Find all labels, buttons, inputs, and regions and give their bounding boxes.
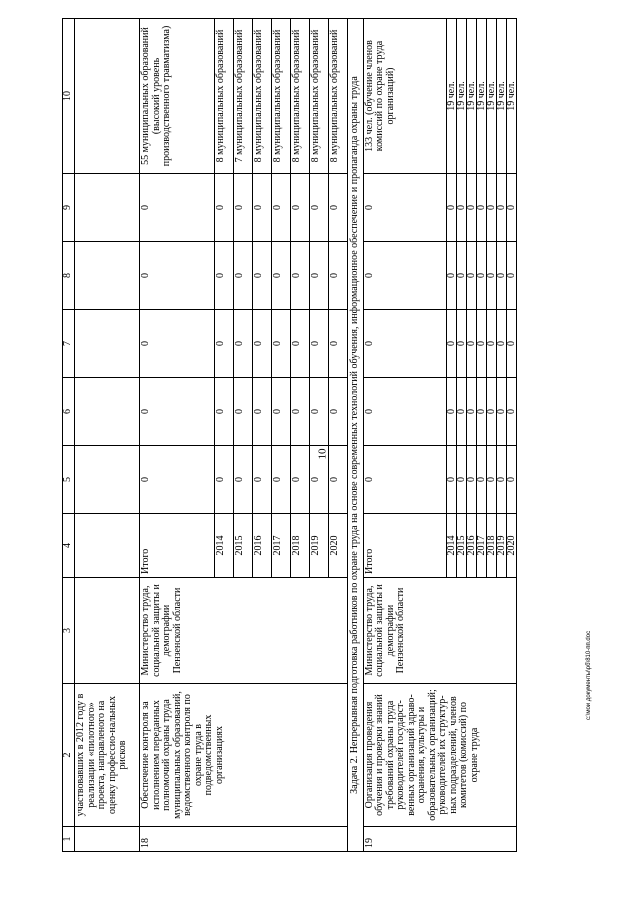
value-cell: 0 [456, 446, 466, 514]
value-cell: 0 [363, 242, 446, 310]
rotated-table-container [62, 19, 592, 852]
value-cell: 0 [291, 378, 310, 446]
value-cell: 0 [329, 378, 348, 446]
value-cell: 0 [253, 310, 272, 378]
year-cell: 2017 [272, 514, 291, 578]
column-number-row [63, 19, 75, 852]
result-cell: 133 чел. (обучение членов комиссий по охране труда организаций) [363, 19, 446, 174]
year-cell: 2019 [496, 514, 506, 578]
year-cell: 2020 [506, 514, 516, 578]
row-number-cell: 19 [363, 827, 516, 852]
value-cell: 0 [329, 174, 348, 242]
value-cell: 0 [486, 242, 496, 310]
value-cell: 0 [466, 378, 476, 446]
year-cell: 2019 [310, 514, 329, 578]
value-cell: 0 [215, 446, 234, 514]
value-cell: 0 [234, 242, 253, 310]
value-cell: 0 [466, 310, 476, 378]
action-cell: Обеспечение контроля за исполнением переданных полномочий охраны труда муниципальных образований, ведомственного контроля по охране труда в подведомственных организациях [140, 684, 348, 827]
value-cell: 0 [291, 242, 310, 310]
value-cell: 0 [496, 378, 506, 446]
result-cell: 8 муниципальных образований [253, 19, 272, 174]
empty-cell [75, 446, 140, 514]
action-cell: участвовавших в 2012 году в реализации «пилотного» проекта, направленого на оценку професcио-нальных рисков [75, 684, 140, 827]
value-cell: 0 [291, 446, 310, 514]
column-number-cell: 8 [63, 242, 75, 310]
value-cell: 0 [215, 310, 234, 378]
value-cell: 0 [310, 378, 329, 446]
value-cell: 0 [496, 242, 506, 310]
result-cell: 19 чел. [446, 19, 456, 174]
result-cell: 8 муниципальных образований [329, 19, 348, 174]
value-cell: 0 [363, 378, 446, 446]
value-cell: 0 [310, 174, 329, 242]
empty-cell [75, 242, 140, 310]
value-cell: 0 [140, 446, 215, 514]
value-cell: 0 [486, 310, 496, 378]
column-number-cell: 3 [63, 578, 75, 684]
action-cell: Организация проведения обучения и проверки знаний требований охраны труда руководителей государст-венных организаций здраво-охранения, культуры и образовательных организаций; руководителей их структур-ных подразделений, членов комитетов (комиссий) по охране труда [363, 684, 516, 827]
value-cell: 0 [234, 446, 253, 514]
year-cell: 2018 [291, 514, 310, 578]
value-cell: 0 [272, 174, 291, 242]
column-number-cell: 5 [63, 446, 75, 514]
value-cell: 0 [446, 446, 456, 514]
empty-cell [75, 578, 140, 684]
value-cell: 0 [272, 310, 291, 378]
empty-cell [75, 174, 140, 242]
value-cell: 0 [272, 446, 291, 514]
value-cell: 0 [310, 310, 329, 378]
row-number-cell [75, 827, 140, 852]
value-cell: 0 [329, 310, 348, 378]
year-cell: 2015 [456, 514, 466, 578]
column-number-cell: 2 [63, 684, 75, 827]
value-cell: 0 [215, 174, 234, 242]
measure-row [363, 19, 446, 852]
value-cell: 0 [456, 378, 466, 446]
value-cell: 0 [446, 242, 456, 310]
result-cell: 8 муниципальных образований [291, 19, 310, 174]
file-path-footer: c:\мои документы\рб\810-пп.doc [586, 630, 592, 720]
value-cell: 0 [310, 242, 329, 310]
year-cell: 2014 [446, 514, 456, 578]
column-number-cell: 9 [63, 174, 75, 242]
value-cell: 0 [506, 378, 516, 446]
value-cell: 0 [446, 378, 456, 446]
value-cell: 0 [253, 242, 272, 310]
value-cell: 0 [476, 242, 486, 310]
page-number: 10 [316, 448, 329, 460]
year-cell: 2014 [215, 514, 234, 578]
value-cell: 0 [291, 310, 310, 378]
value-cell: 0 [496, 174, 506, 242]
value-cell: 0 [140, 174, 215, 242]
result-cell: 8 муниципальных образований [272, 19, 291, 174]
year-cell: 2016 [253, 514, 272, 578]
column-number-cell: 10 [63, 19, 75, 174]
value-cell: 0 [272, 242, 291, 310]
value-cell: 0 [446, 310, 456, 378]
year-cell: 2017 [476, 514, 486, 578]
value-cell: 0 [363, 446, 446, 514]
value-cell: 0 [446, 174, 456, 242]
value-cell: 0 [363, 310, 446, 378]
value-cell: 0 [486, 174, 496, 242]
value-cell: 0 [329, 242, 348, 310]
continuation-row [75, 19, 140, 852]
value-cell: 0 [234, 174, 253, 242]
value-cell: 0 [466, 446, 476, 514]
value-cell: 0 [363, 174, 446, 242]
value-cell: 0 [486, 378, 496, 446]
value-cell: 0 [476, 446, 486, 514]
result-cell: 19 чел. [486, 19, 496, 174]
measure-row [140, 19, 215, 852]
value-cell: 0 [253, 174, 272, 242]
result-cell: 19 чел. [496, 19, 506, 174]
year-cell: 2018 [486, 514, 496, 578]
result-cell: 8 муниципальных образований [310, 19, 329, 174]
value-cell: 0 [466, 242, 476, 310]
column-number-cell: 6 [63, 378, 75, 446]
year-cell: 2020 [329, 514, 348, 578]
value-cell: 0 [456, 310, 466, 378]
result-cell: 19 чел. [506, 19, 516, 174]
result-cell: 19 чел. [476, 19, 486, 174]
measures-table [62, 18, 517, 852]
value-cell: 0 [234, 310, 253, 378]
value-cell: 0 [506, 242, 516, 310]
value-cell: 0 [140, 242, 215, 310]
value-cell: 0 [486, 446, 496, 514]
value-cell: 0 [215, 242, 234, 310]
value-cell: 0 [506, 446, 516, 514]
value-cell: 0 [291, 174, 310, 242]
result-cell: 7 муниципальных образований [234, 19, 253, 174]
task-heading-cell: Задача 2. Непрерывная подготовка работников по охране труда на основе современных технологий обучения, информационное обеспечение и пропаганда охраны труда [348, 19, 364, 852]
empty-cell [75, 19, 140, 174]
value-cell: 0 [215, 378, 234, 446]
value-cell: 0 [456, 174, 466, 242]
value-cell: 0 [310, 446, 329, 514]
executor-cell: Министерство труда, социальной защиты и демографии Пензенской области [140, 578, 348, 684]
value-cell: 0 [506, 310, 516, 378]
result-cell: 19 чел. [466, 19, 476, 174]
column-number-cell: 4 [63, 514, 75, 578]
value-cell: 0 [329, 446, 348, 514]
total-label-cell: Итого [140, 514, 215, 578]
value-cell: 0 [476, 378, 486, 446]
year-cell: 2016 [466, 514, 476, 578]
year-cell: 2015 [234, 514, 253, 578]
value-cell: 0 [496, 446, 506, 514]
value-cell: 0 [140, 378, 215, 446]
value-cell: 0 [456, 242, 466, 310]
task-heading-row [348, 19, 364, 852]
value-cell: 0 [476, 310, 486, 378]
empty-cell [75, 310, 140, 378]
executor-cell: Министерство труда, социальной защиты и демографии Пензенской области [363, 578, 516, 684]
value-cell: 0 [140, 310, 215, 378]
empty-cell [75, 378, 140, 446]
value-cell: 0 [496, 310, 506, 378]
result-cell: 19 чел. [456, 19, 466, 174]
result-cell: 8 муниципальных образований [215, 19, 234, 174]
result-cell: 55 муниципальных образований (высокий уровень производственного травматизма) [140, 19, 215, 174]
value-cell: 0 [476, 174, 486, 242]
value-cell: 0 [466, 174, 476, 242]
column-number-cell: 7 [63, 310, 75, 378]
column-number-cell: 1 [63, 827, 75, 852]
value-cell: 0 [506, 174, 516, 242]
row-number-cell: 18 [140, 827, 348, 852]
value-cell: 0 [253, 446, 272, 514]
value-cell: 0 [272, 378, 291, 446]
value-cell: 0 [253, 378, 272, 446]
total-label-cell: Итого [363, 514, 446, 578]
empty-cell [75, 514, 140, 578]
value-cell: 0 [234, 378, 253, 446]
